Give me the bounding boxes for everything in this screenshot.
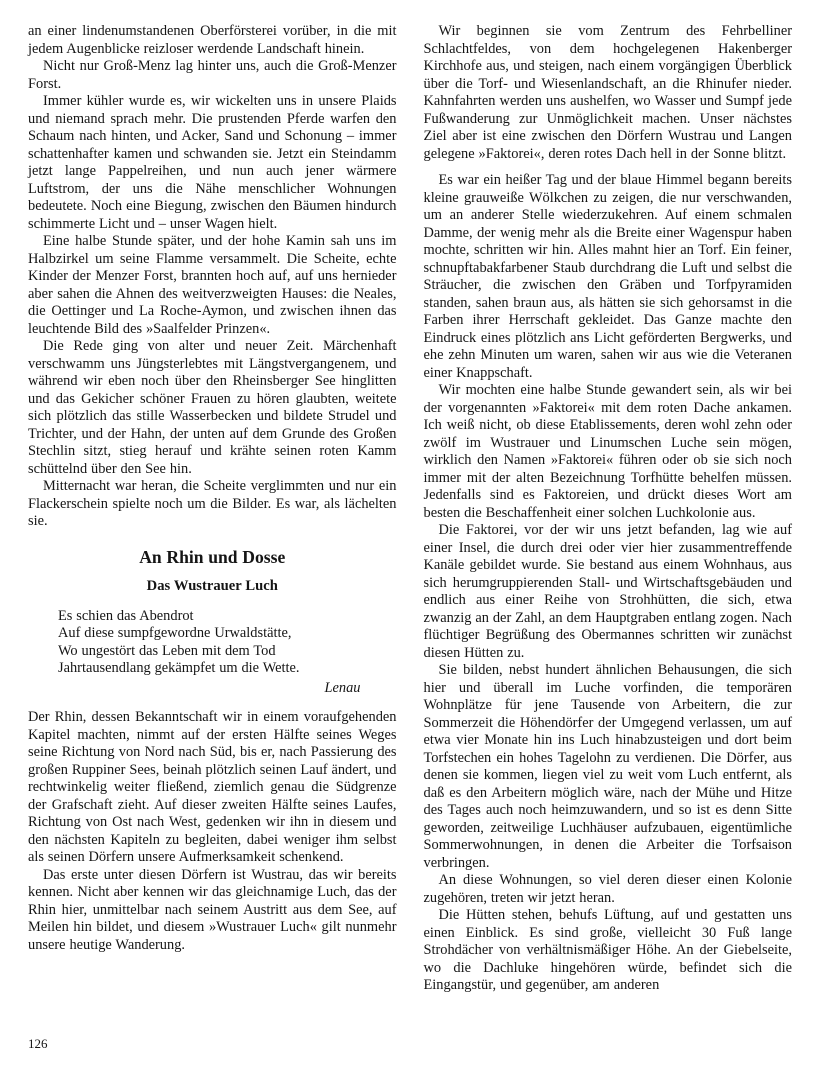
paragraph: An diese Wohnungen, so viel deren dieser einen Kolonie zugehören, treten wir jetzt heran. <box>423 872 792 906</box>
paragraph: Es war ein heißer Tag und der blaue Himmel begann bereits kleine grauweiße Wölkchen zu zeigen, die nur verschwanden, um an anderer Stelle wiederzukehren. Auf einem schmalen Damme, der wenig mehr als die Breite einer Wagenspur haben mochte, schritten wir hin. Alles mahnt hier an Torf. Ein feiner, schnupftabakfarbener Staub durchdrang die Luft und selbst die Sträucher, die zwischen den Gräben und Torfpyramiden standen, sahen braun aus, als hätten sie sich gehorsamst in die Farben ihrer Herrschaft gekleidet. Das Ganze machte den Eindruck eines plötzlich ans Licht geförderten Bergwerks, und ehe zehn Minuten um waren, sahen wir aus wie die Veteranen einer Knappschaft. <box>423 172 792 381</box>
poem-attribution: Lenau <box>324 679 361 696</box>
poem-line: Es schien das Abendrot <box>58 607 194 624</box>
paragraph: Das erste unter diesen Dörfern ist Wustrau, das wir bereits kennen. Nicht aber kennen wir das gleichnamige Luch, das der Rhin hier, unmittelbar nach seinem Austritt aus dem See, auf Meilen hin bildet, und diesem »Wustrauer Luch« gilt nunmehr unsere heutige Wanderung. <box>28 866 397 953</box>
poem-line: Wo ungestört das Leben mit dem Tod <box>58 642 276 659</box>
paragraph: Sie bilden, nebst hundert ähnlichen Behausungen, die sich hier und überall im Luche vorfinden, die temporären Wohnplätze für jene Tausende von Arbeitern, die zur Sommerzeit die Höhendörfer der Umgegend verlassen, um auf etwa vier Monate hin ins Luch hinabzusteigen und dort beim Torfstechen ein hohes Tagelohn zu verdienen. Die Dörfer, aus denen sie kommen, liegen viel zu weit vom Luch entfernt, als daß es den Arbeitern möglich wäre, nach der Mühe und Hitze des Tages auch noch heimzuwandern, und so ist es denn Sitte geworden, zeitweilige Luchhäuser aufzubauen, eigentümliche Sommerwohnungen, in denen die Arbeiter die Torfsaison verbringen. <box>423 662 792 871</box>
page-number: 126 <box>28 1036 48 1051</box>
left-column <box>28 23 397 954</box>
paragraph: Eine halbe Stunde später, und der hohe Kamin sah uns im Halbzirkel um seine Flamme versammelt. Die Scheite, echte Kinder der Menzer Forst, brannten hoch auf, auf uns hernieder aber sahen die Ahnen des weitverzweigten Hauses: die Neales, die Oettinger und La Roche-Aymon, und zwischen ihnen das leuchtende Bild des »Saalfelder Prinzen«. <box>28 233 397 337</box>
poem-line: Auf diese sumpfgewordne Urwaldstätte, <box>58 625 292 641</box>
paragraph: Wir mochten eine halbe Stunde gewandert sein, als wir bei der vorgenannten »Faktorei« mit dem roten Dache ankamen. Ich weiß nicht, ob diese Etablissements, deren wohl zehn oder zwölf im Wustrauer und Linumschen Luche sein mögen, wirklich den Namen »Faktorei« führen oder ob sie sich noch immer mit der alten Bezeichnung Torfhütte behelfen müssen. Jedenfalls sind es Faktoreien, und drückt dieses Wort am besten die Beschaffenheit einer solchen Luchkolonie aus. <box>423 382 792 521</box>
paragraph: Immer kühler wurde es, wir wickelten uns in unsere Plaids und niemand sprach mehr. Die prustenden Pferde warfen den Schaum nach hinten, und Acker, Sand und Schonung – immer schattenhafter kamen und schwanden sie. Jetzt ein Steindamm jetzt lange Pappelreihen, und nun auch jener wärmere Luftstrom, der uns die Nähe menschlicher Wohnungen bedeutete. Noch eine Biegung, zwischen den Bäumen hindurch schimmerte Licht und – unser Wagen hielt. <box>28 93 397 232</box>
paragraph: Mitternacht war heran, die Scheite verglimmten und nur ein Flackerschein spielte noch um die Bilder. Es war, als lächelten sie. <box>28 478 397 529</box>
text-columns <box>28 23 792 995</box>
section-subheading: Das Wustrauer Luch <box>146 577 278 594</box>
paragraph: Die Faktorei, vor der wir uns jetzt befanden, lag wie auf einer Insel, die durch drei oder vier hier zusammentreffende Kanäle gebildet wurde. Sie bestand aus einem Wohnhaus, aus sich herumgruppierenden Stall- und Wirtschaftsgebäuden und endlich aus einer Reihe von Strohhütten, die sich, etwa zwanzig an der Zahl, an dem Hauptgraben entlang zogen. Nach flüchtiger Begrüßung des Obermannes schritten wir zunächst diesen Hütten zu. <box>423 522 792 661</box>
paragraph: Die Hütten stehen, behufs Lüftung, auf und gestatten uns einen Einblick. Es sind große, vielleicht 30 Fuß lange Strohdächer von verhältnismäßiger Höhe. An der Giebelseite, wo die Dachluke hingehören würde, befindet sich die Eingangstür, und gegenüber, am anderen <box>423 907 792 993</box>
paragraph: an einer lindenumstandenen Oberförsterei vorüber, in die mit jedem Augenblicke reizloser werdende Landschaft hinein. <box>28 23 397 57</box>
right-column <box>424 23 793 995</box>
poem-epigraph <box>58 608 397 678</box>
paragraph: Die Rede ging von alter und neuer Zeit. Märchenhaft verschwamm uns Jüngsterlebtes mit Längstvergangenem, und während wir eben noch über den Rheinsberger See hinglitten und das Gekicher schöner Frauen zu hören glaubten, weitete sich plötzlich das stille Wasserbecken und bildete Strudel und Trichter, und der Hahn, der unten auf dem Grunde des Großen Stechlin sitzt, stieg herauf und krähte seinen roten Kamm schüttelnd über den See hin. <box>28 338 397 477</box>
chapter-heading: An Rhin und Dosse <box>139 546 286 567</box>
paragraph: Nicht nur Groß-Menz lag hinter uns, auch die Groß-Menzer Forst. <box>28 58 397 92</box>
poem-line: Jahrtausendlang gekämpfet um die Wette. <box>58 660 300 676</box>
paragraph: Der Rhin, dessen Bekanntschaft wir in einem voraufgehenden Kapitel machten, nimmt auf der ersten Hälfte seines Weges seine Richtung von Nord nach Süd, bis er, nach Passierung des großen Ruppiner Sees, beinah plötzlich seinen Lauf ändert, und rechtwinkelig weiter fließend, ziemlich genau die Südgrenze der Grafschaft zieht. Auf dieser zweiten Hälfte seines Laufes, Richtung von Ost nach West, gedenken wir ihn in diesem und den nächsten Kapiteln zu begleiten, dabei weniger ihm selbst als seinen Dörfern unsere Aufmerksamkeit schenkend. <box>28 709 397 865</box>
paragraph: Wir beginnen sie vom Zentrum des Fehrbelliner Schlachtfeldes, von dem hochgelegenen Hakenberger Kirchhofe aus, und steigen, nach einem vorgängigen Überblick über die Torf- und Wiesenlandschaft, an die Rhinufer nieder. Kahnfahrten werden uns aushelfen, wo Wasser und Sumpf jede Fußwanderung zur Unmöglichkeit machen. Unser nächstes Ziel aber ist eine zwischen den Dörfern Wustrau und Langen gelegene »Faktorei«, deren rotes Dach hell in der Sonne blitzt. <box>423 23 792 162</box>
